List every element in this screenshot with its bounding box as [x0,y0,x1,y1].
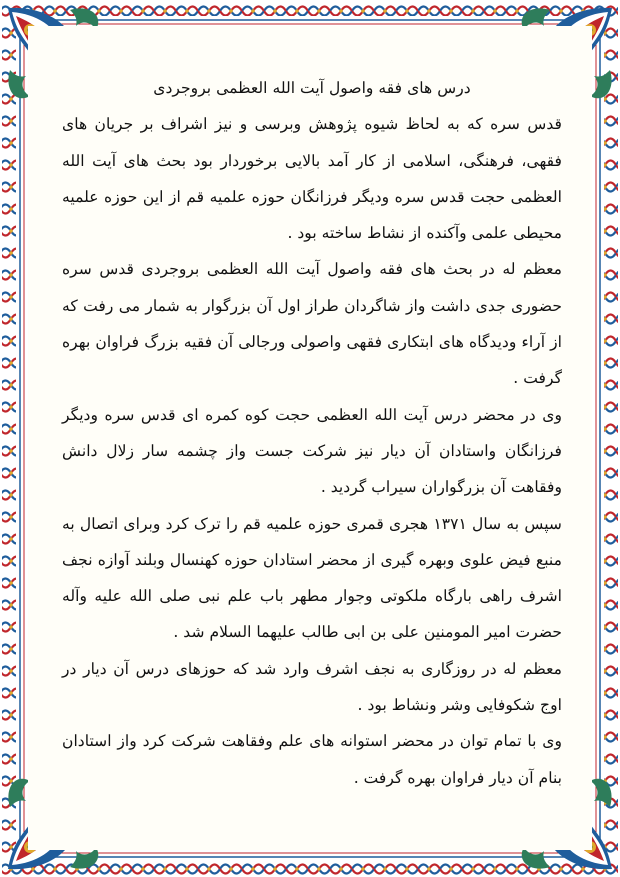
document-body [62,70,562,796]
paragraph-4: سپس به سال ۱۳۷۱ هجری قمری حوزه علمیه قم را ترک کرد وبرای اتصال به منبع فیض علوی وبهره گیری از محضر استادان حوزه کهنسال وبلند آوازه نجف اشرف راهی بارگاه ملکوتی وجوار مطهر باب علم نبی صلی الله علیه وآله حضرت امیر المومنین علی بن ابی طالب علیهما السلام شد . [62,514,562,642]
paragraph-1: قدس سره که به لحاظ شیوه پژوهش وبرسی و نیز اشراف بر جریان های فقهی، فرهنگی، اسلامی از کار آمد بالایی برخوردار بود بحث های آیت الله العظمی حجت قدس سره ودیگر فرزانگان حوزه علمیه قم از این حوزه علمیه محیطی علمی وآکنده از نشاط ساخته بود . [62,115,562,243]
paragraph-3: وی در محضر درس آیت الله العظمی حجت کوه کمره ای قدس سره ودیگر فرزانگان واستادان آن دیار نیز شرکت جست واز چشمه سار زلال دانش وفقاهت آن بزرگواران سیراب گردید . [62,405,562,497]
paragraph-5: معظم له در روزگاری به نجف اشرف وارد شد که حوزهای درس آن دیار در اوج شکوفایی وشر ونشاط بود . [62,659,562,715]
document-title: درس های فقه واصول آیت الله العظمی بروجردی [153,79,471,97]
paragraph-6: وی با تمام توان در محضر استوانه های علم وفقاهت شرکت کرد واز استادان بنام آن دیار فراوان بهره گرفت . [62,732,562,787]
paragraph-2: معظم له در بحث های فقه واصول آیت الله العظمی بروجردی قدس سره حضوری جدی داشت واز شاگردان طراز اول آن بزرگوار به شمار می رفت که از آراء ودیدگاه های ابتکاری فقهی واصولی ورجالی آن فقیه بزرگ فراوان بهره گرفت . [62,260,562,388]
